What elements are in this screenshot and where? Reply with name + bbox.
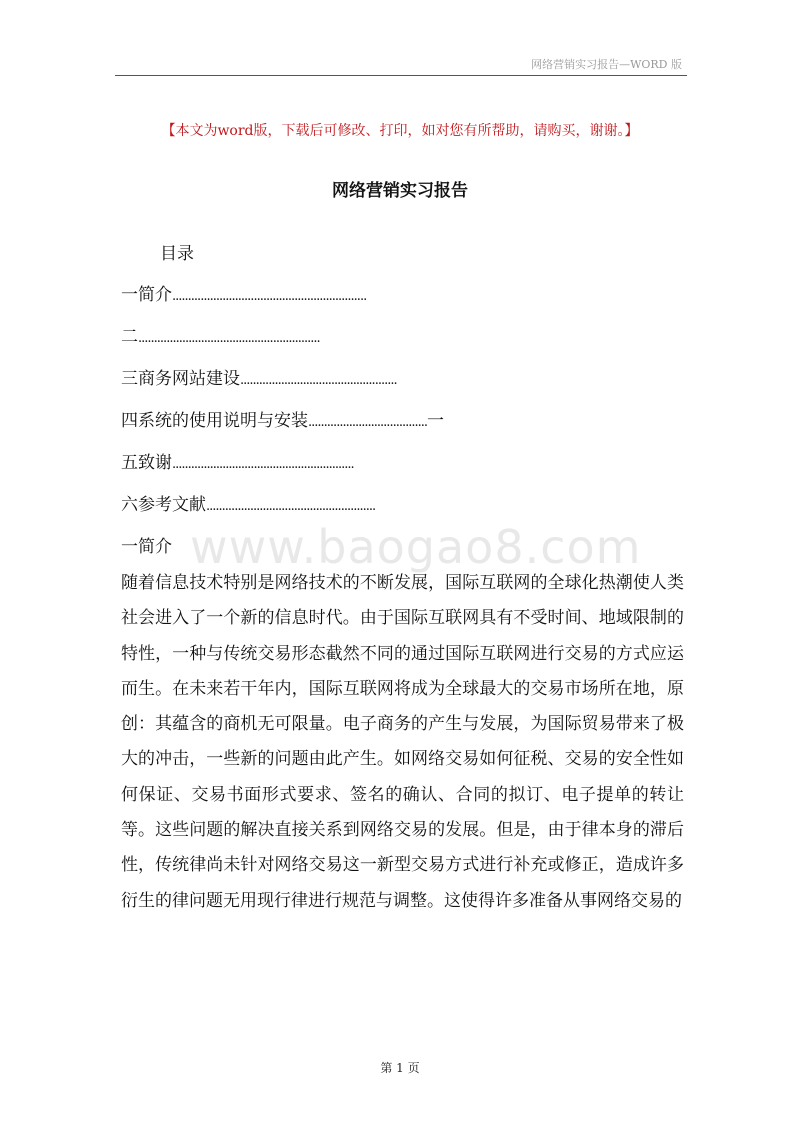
document-title: 网络营销实习报告 <box>332 181 468 201</box>
header-text: 网络营销实习报告—WORD 版 <box>531 58 682 71</box>
toc-item-label: 五致谢 <box>121 453 172 473</box>
toc-item-leader: .................................................. <box>240 373 397 388</box>
toc-item[interactable] <box>121 365 444 407</box>
toc-item-label: 四系统的使用说明与安装 <box>121 411 308 431</box>
toc-item[interactable] <box>121 449 444 491</box>
header-divider <box>115 75 687 76</box>
toc-item-label: 二 <box>121 327 138 347</box>
toc-item[interactable] <box>121 407 444 449</box>
toc-item-label: 三商务网站建设 <box>121 369 240 389</box>
toc-item[interactable] <box>121 281 444 323</box>
toc-heading: 目录 <box>160 244 194 264</box>
toc-item-leader: .......................................................... <box>138 331 320 346</box>
purchase-notice: 【本文为word版，下载后可修改、打印，如对您有所帮助，请购买，谢谢。】 <box>161 123 639 139</box>
table-of-contents <box>121 281 444 533</box>
toc-item[interactable] <box>121 323 444 365</box>
watermark: www.baogao8.com <box>190 520 642 574</box>
page-number: 第 1 页 <box>380 1061 420 1075</box>
toc-item-leader: .............................................................. <box>172 289 367 304</box>
body-paragraph: 随着信息技术特别是网络技术的不断发展，国际互联网的全球化热潮使人类社会进入了一个新的信息时代。由于国际互联网具有不受时间、地域限制的特性，一种与传统交易形态截然不同的通过国际互联网进行交易的方式应运而生。在未来若干年内，国际互联网将成为全球最大的交易市场所在地，原创：其蕴含的商机无可限量。电子商务的产生与发展，为国际贸易带来了极大的冲击，一些新的问题由此产生。如网络交易如何征税、交易的安全性如何保证、交易书面形式要求、签名的确认、合同的拟订、电子提单的转让等。这些问题的解决直接关系到网络交易的发展。但是，由于律本身的滞后性，传统律尚未针对网络交易这一新型交易方式进行补充或修正，造成许多衍生的律问题无用现行律进行规范与调整。这使得许多准备从事网络交易的 <box>121 573 684 911</box>
toc-item-leader: ...................................... <box>308 415 428 430</box>
toc-item-label: 一简介 <box>121 285 172 305</box>
section-heading: 一简介 <box>121 537 172 557</box>
toc-item-page: 一 <box>427 411 445 431</box>
toc-item-label: 六参考文献 <box>121 495 206 515</box>
toc-item-leader: .......................................................... <box>172 457 354 472</box>
toc-item-leader: ...................................................... <box>206 499 376 514</box>
toc-item[interactable] <box>121 491 444 533</box>
